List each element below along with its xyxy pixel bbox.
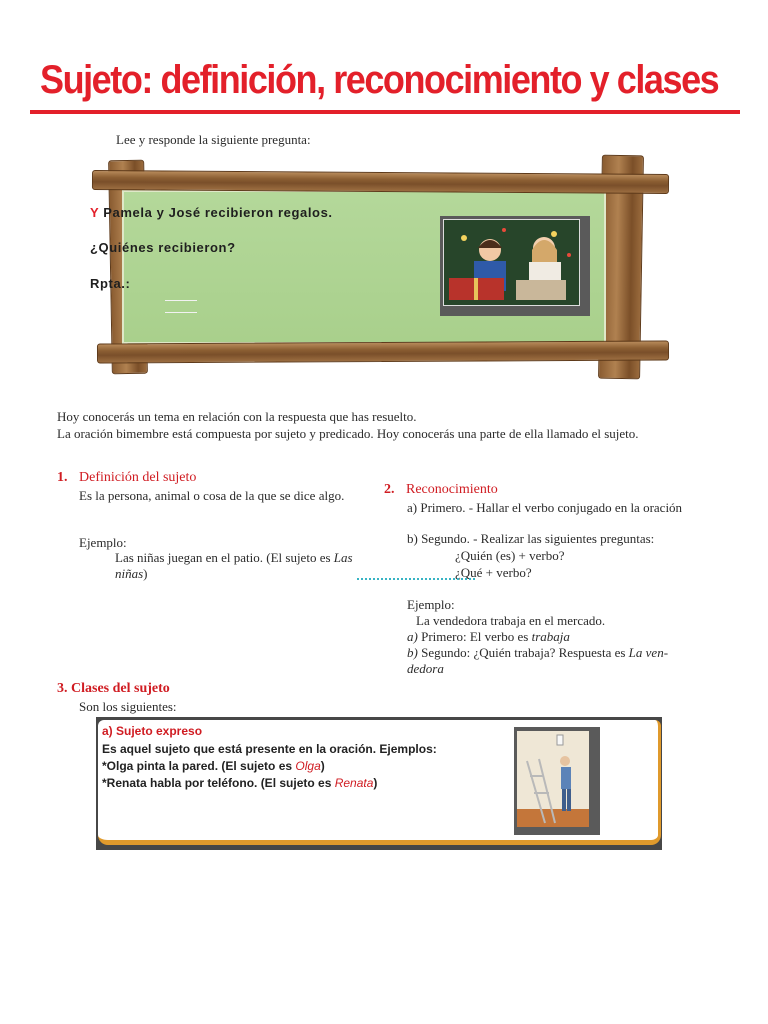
- step-a-prefix: a): [407, 629, 418, 644]
- section-2-example-step-b: [407, 645, 697, 677]
- answer-blank-line-2: [165, 312, 197, 313]
- board-question: ¿Quiénes recibieron?: [90, 240, 236, 255]
- example-1-text: *Olga pinta la pared. (El sujeto es: [102, 759, 296, 773]
- section-2-example-label: Ejemplo:: [407, 597, 455, 612]
- section-2-example-step-a: [407, 629, 570, 645]
- section-2-step-a: a) Primero. - Hallar el verbo conjugado en la oración: [407, 500, 683, 515]
- card-example-1: [102, 758, 325, 775]
- lead-instruction: Lee y responde la siguiente pregunta:: [116, 132, 311, 147]
- example-2-close: ): [373, 776, 378, 790]
- card-definition: Es aquel sujeto que está presente en la oración. Ejemplos:: [102, 742, 437, 756]
- board-sentence: Pamela y José recibieron regalos.: [103, 205, 333, 220]
- section-1-number: 1.: [57, 470, 68, 485]
- question-who: ¿Quién (es) + verbo?: [455, 548, 565, 563]
- page-title: Sujeto: definición, reconocimiento y clases: [40, 58, 719, 102]
- section-1-heading: [57, 470, 196, 486]
- children-gifts-illustration: [444, 220, 579, 305]
- question-what: ¿Qué + verbo?: [455, 565, 532, 580]
- board-answer-label: Rpta.:: [90, 276, 131, 291]
- section-1-example: [115, 550, 365, 582]
- example-2-text: *Renata habla por teléfono. (El sujeto es: [102, 776, 335, 790]
- section-3-title: Clases del sujeto: [71, 681, 170, 696]
- example-close: ): [143, 566, 148, 581]
- section-3-number: 3.: [57, 681, 68, 696]
- intro-paragraph-2: La oración bimembre está compuesta por sujeto y predicado. Hoy conocerás una parte de ella llamado el sujeto.: [57, 426, 639, 441]
- frame-beam-bottom: [97, 341, 669, 364]
- painter-illustration: [517, 731, 589, 827]
- intro-paragraph-1: Hoy conocerás un tema en relación con la respuesta que has resuelto.: [57, 409, 417, 424]
- section-1-definition: Es la persona, animal o cosa de la que se dice algo.: [79, 488, 345, 503]
- section-3-heading: [57, 681, 170, 697]
- step-b-text: Segundo: ¿Quién trabaja? Respuesta es: [417, 645, 629, 660]
- section-1-title: Definición del sujeto: [79, 470, 197, 485]
- card-example-2: [102, 775, 377, 792]
- example-2-subject: Renata: [334, 776, 374, 790]
- board-line-1: [90, 205, 333, 220]
- example-subject: Las niñas: [115, 550, 353, 581]
- frame-beam-top: [92, 170, 669, 194]
- card-title: a) Sujeto expreso: [102, 724, 203, 738]
- board-bullet: Y: [90, 205, 100, 220]
- step-a-verb: trabaja: [531, 629, 570, 644]
- example-1-subject: Olga: [295, 759, 321, 773]
- step-b-answer: La ven- dedora: [407, 645, 669, 676]
- step-a-text: Primero: El verbo es: [417, 629, 532, 644]
- section-1-example-label: Ejemplo:: [79, 535, 127, 550]
- example-sentence: Las niñas juegan en el patio. (El sujeto es: [115, 550, 334, 565]
- example-1-close: ): [320, 759, 325, 773]
- section-2-number: 2.: [384, 482, 395, 497]
- children-gifts-photo: [443, 219, 580, 306]
- section-2-title: Reconocimiento: [406, 482, 498, 497]
- section-2-heading: [384, 482, 498, 498]
- dotted-separator: [357, 578, 475, 580]
- section-2-step-b: b) Segundo. - Realizar las siguientes preguntas:: [407, 531, 655, 546]
- title-underline: [30, 110, 740, 114]
- painter-photo: [517, 731, 589, 827]
- section-2-example-sentence: La vendedora trabaja en el mercado.: [416, 613, 606, 628]
- answer-blank-line: [165, 300, 197, 301]
- step-b-prefix: b): [407, 645, 418, 660]
- section-3-intro: Son los siguientes:: [79, 699, 177, 714]
